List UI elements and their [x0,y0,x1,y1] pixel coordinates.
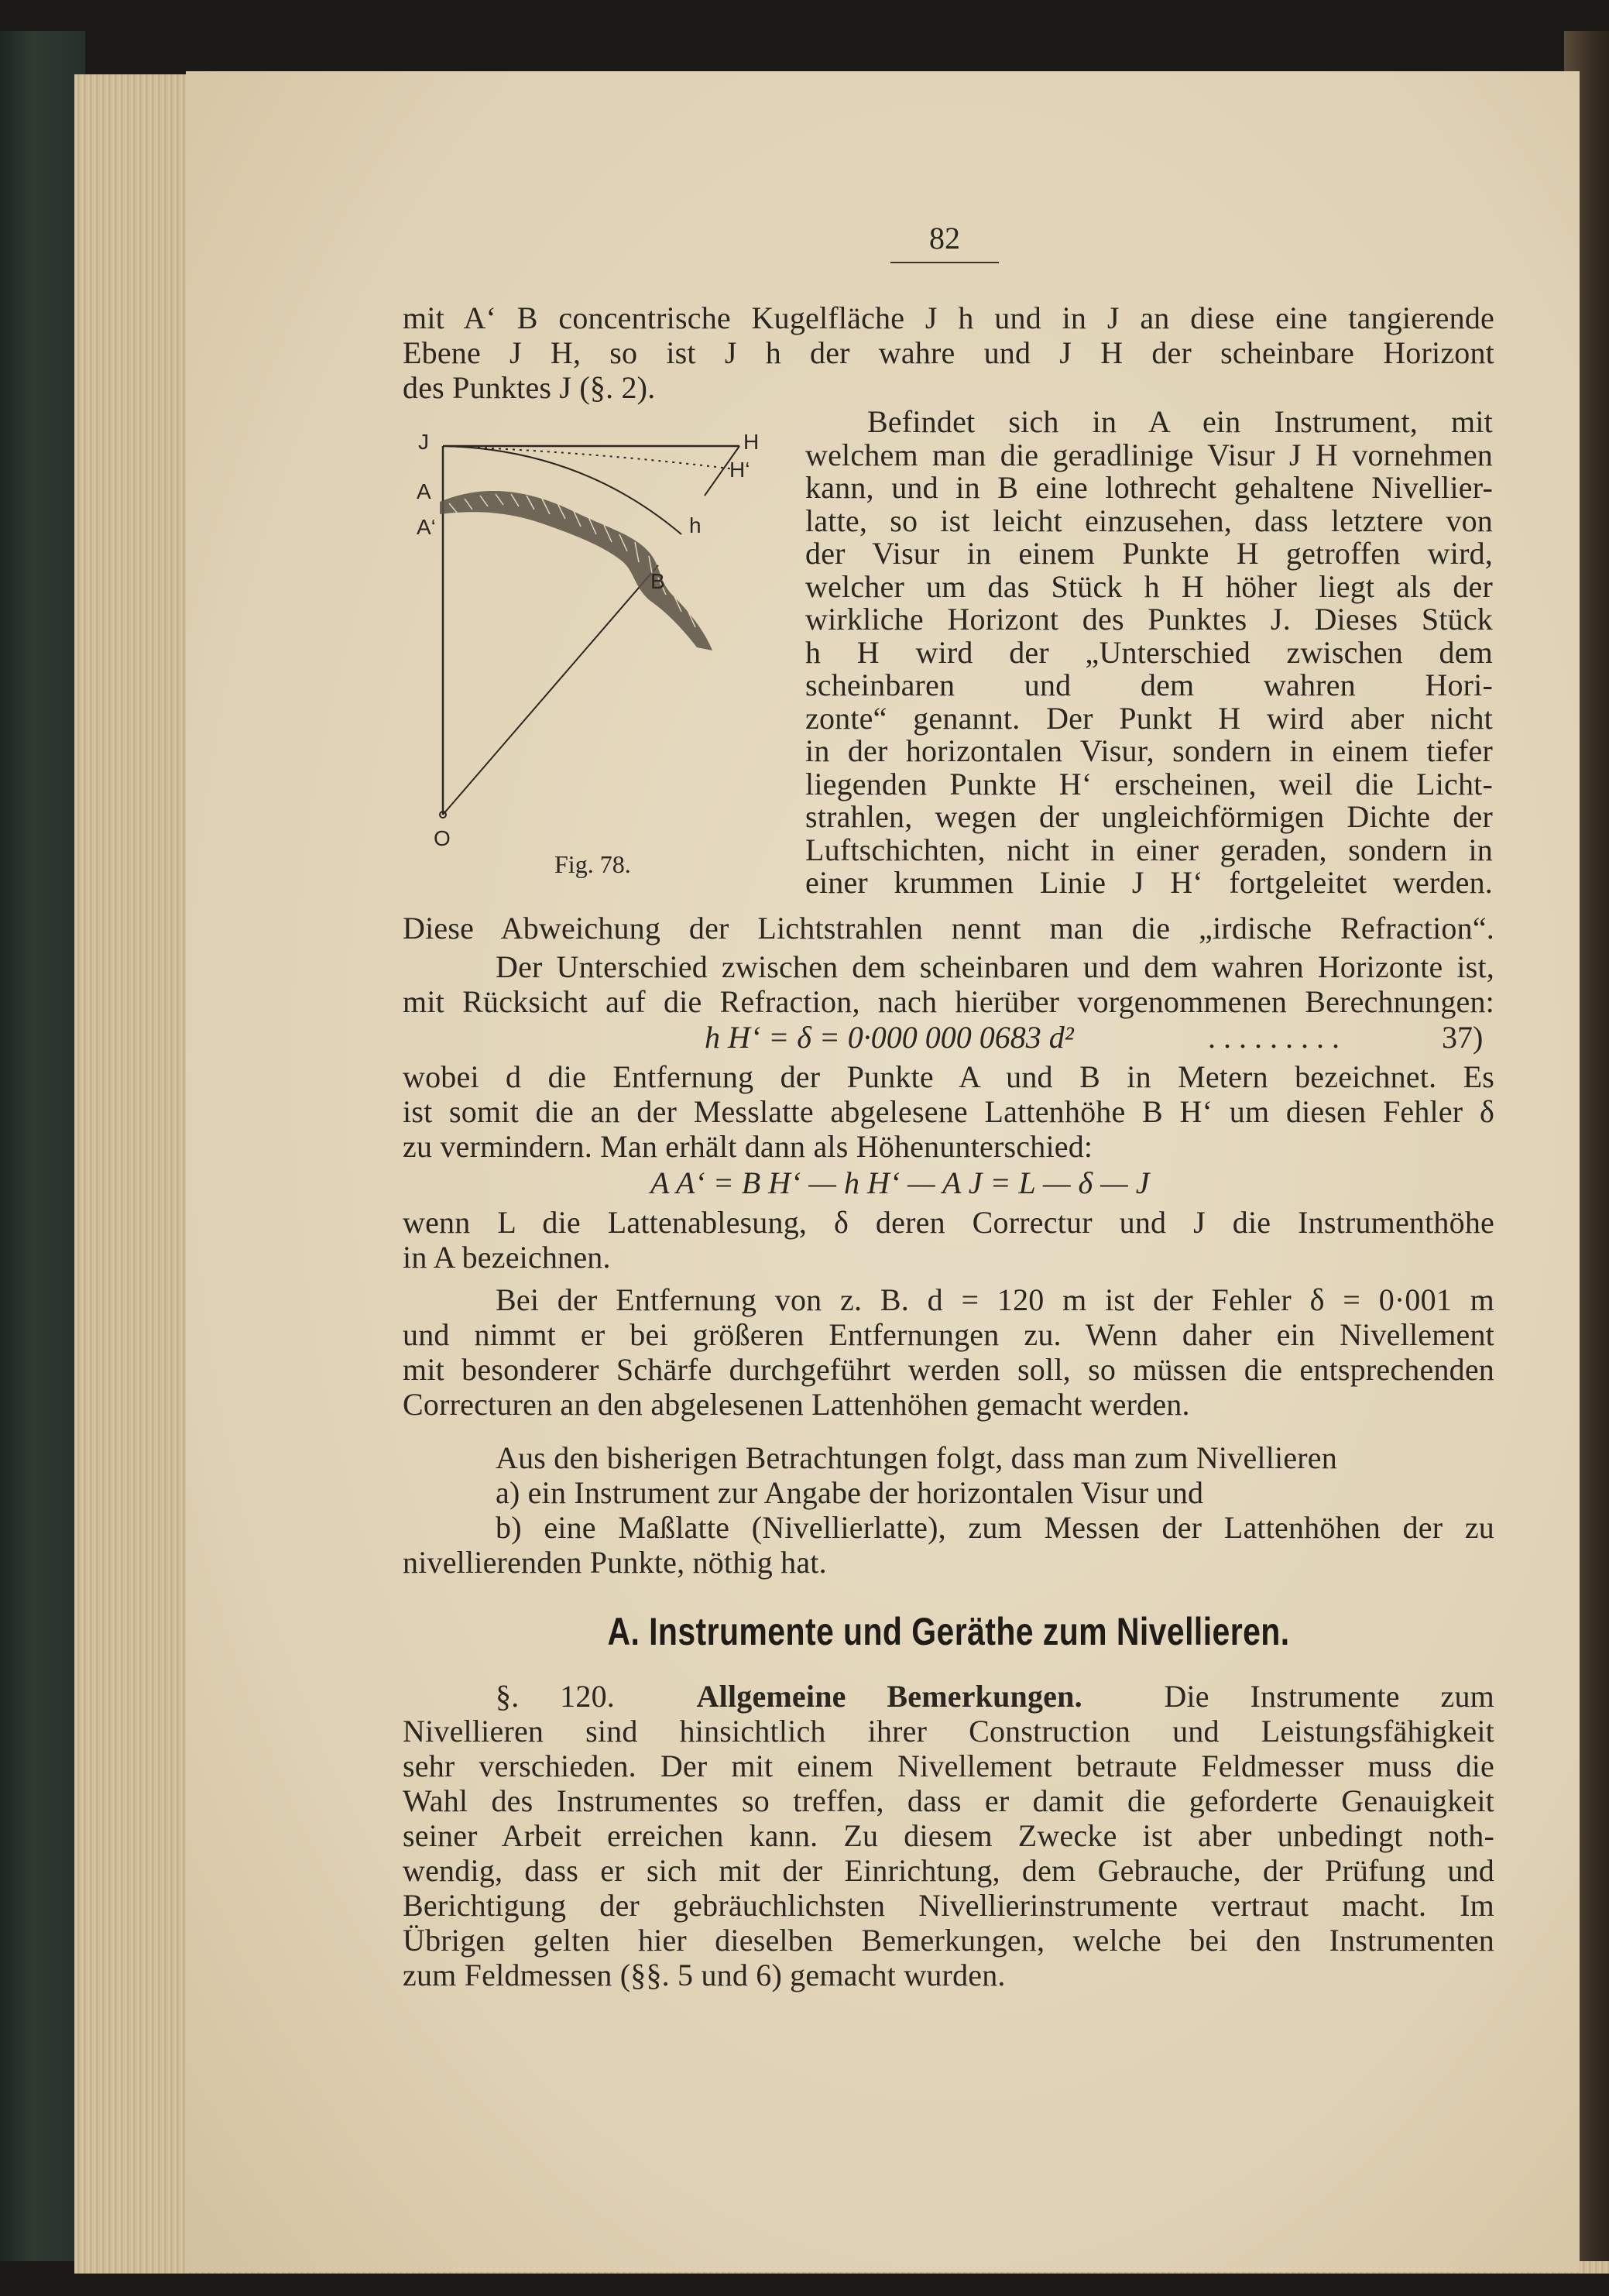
side-line-2: welchem man die geradlinige Visur J H vornehmen [805,437,1493,472]
wenn-paragraph [403,1205,1494,1275]
label-A-prime: A‘ [417,515,436,539]
section-120-first-line [403,1679,1494,1714]
label-A: A [417,479,431,503]
section-120-line-7: Übrigen gelten hier dieselben Bemerkungen, welche bei den Instrumenten [403,1923,1494,1958]
side-line-10: zonte“ genannt. Der Punkt H wird aber nicht [805,700,1493,736]
label-J: J [418,430,429,454]
section-120-first-line-rest: Die Instrumente zum [1164,1679,1494,1714]
section-120-line-2: sehr verschieden. Der mit einem Nivellement betraute Feldmesser muss die [403,1749,1494,1783]
side-line-4: latte, so ist leicht einzusehen, dass letztere von [805,503,1493,538]
formula-37-number: 37) [1442,1020,1484,1055]
intro-line-2: Ebene J H, so ist J h der wahre und J H der scheinbare Horizont [403,335,1494,370]
intro-line-3: des Punktes J (§. 2). [403,370,656,405]
difference-line-2: mit Rücksicht auf die Refraction, nach hierüber vorgenommenen Berechnungen: [403,984,1494,1019]
label-H: H [743,430,760,454]
entfernung-line-3: mit besonderer Schärfe durchgeführt werden soll, so müssen die entsprechenden [403,1352,1494,1387]
section-120-line-5: wendig, dass er sich mit der Einrichtung, dem Gebrauche, der Prüfung und [403,1853,1494,1888]
label-O: O [434,826,451,850]
formula-37-expression: h H‘ = δ = 0·000 000 0683 d² [705,1020,1074,1055]
side-line-15: einer krummen Linie J H‘ fortgeleitet werden. [805,865,1493,900]
wobei-paragraph [403,1059,1494,1164]
wobei-line-1: wobei d die Entfernung der Punkte A und B in Metern bezeichnet. Es [403,1059,1494,1094]
formula-height-difference: A A‘ = B H‘ — h H‘ — A J = L — δ — J [650,1165,1150,1200]
entfernung-line-2: und nimmt er bei größeren Entfernungen zu. Wenn daher ein Nivellement [403,1317,1494,1352]
side-line-11: in der horizontalen Visur, sondern in einem tiefer [805,733,1493,768]
wobei-line-2: ist somit die an der Messlatte abgelesene Lattenhöhe B H‘ um diesen Fehler δ [403,1094,1494,1129]
aus-line-1: Aus den bisherigen Betrachtungen folgt, dass man zum Nivellieren [496,1440,1337,1475]
label-H-prime: H‘ [729,458,750,482]
side-line-6: welcher um das Stück h H höher liegt als der [805,568,1493,604]
label-h: h [689,513,702,537]
label-B: B [650,569,665,593]
section-120-number: §. 120. [496,1679,615,1714]
page-number-rule [890,262,999,263]
side-line-3: kann, und in B eine lothrecht gehaltene Nivellier- [805,470,1493,505]
section-120-line-3: Wahl des Instrumentes so treffen, dass er damit die geforderte Genauigkeit [403,1783,1494,1818]
radius-line [443,565,658,815]
aus-line-b: b) eine Maßlatte (Nivellierlatte), zum Messen der Lattenhöhen der zu [496,1510,1494,1545]
formula-37-leader: . . . . . . . . . [1208,1020,1340,1055]
refraction-line: Diese Abweichung der Lichtstrahlen nennt man die „irdische Refraction“. [403,911,1494,946]
side-line-1: Befindet sich in A ein Instrument, mit [867,404,1493,439]
wobei-line-3: zu vermindern. Man erhält dann als Höhenunterschied: [403,1129,1093,1164]
aus-paragraph [403,1440,1494,1580]
page-number: 82 [929,221,960,256]
section-120-line-6: Berichtigung der gebräuchlichsten Nivellierinstrumente vertraut macht. Im [403,1888,1494,1923]
side-paragraph [805,406,1493,900]
section-120-line-4: seiner Arbeit erreichen kann. Zu diesem Zwecke ist aber unbedingt noth- [403,1818,1494,1853]
wenn-line-2: in A bezeichnen. [403,1240,611,1275]
side-line-14: Luftschichten, nicht in einer geraden, sondern in [805,832,1493,867]
figure-78-diagram [403,418,790,898]
side-line-12: liegenden Punkte H‘ erscheinen, weil die Licht- [805,766,1493,801]
section-120-paragraph [403,1679,1494,1992]
section-120-line-1: Nivellieren sind hinsichtlich ihrer Construction und Leistungsfähigkeit [403,1714,1494,1749]
figure-caption: Fig. 78. [554,850,631,878]
formula-37 [705,1019,1074,1055]
difference-line-1: Der Unterschied zwischen dem scheinbaren und dem wahren Horizonte ist, [496,949,1494,984]
entfernung-line-1: Bei der Entfernung von z. B. d = 120 m ist der Fehler δ = 0·001 m [496,1282,1494,1317]
aus-line-4: nivellierenden Punkte, nöthig hat. [403,1545,827,1580]
section-120-line-8: zum Feldmessen (§§. 5 und 6) gemacht wurden. [403,1958,1006,1992]
section-heading: A. Instrumente und Geräthe zum Nivellieren. [607,1610,1290,1653]
aus-line-a: a) ein Instrument zur Angabe der horizontalen Visur und [496,1475,1204,1510]
entfernung-paragraph [403,1282,1494,1422]
entfernung-line-4: Correcturen an den abgelesenen Lattenhöhen gemacht werden. [403,1387,1190,1422]
side-line-7: wirkliche Horizont des Punktes J. Dieses Stück [805,602,1493,637]
book-binding-left [0,31,85,2261]
intro-paragraph [403,300,1494,405]
wenn-line-1: wenn L die Lattenablesung, δ deren Correctur und J die Instrumenthöhe [403,1205,1494,1240]
intro-line-1: mit A‘ B concentrische Kugelfläche J h und in J an diese eine tangierende [403,300,1494,335]
side-line-5: der Visur in einem Punkte H getroffen wird, [805,536,1493,571]
section-120-title: Allgemeine Bemerkungen. [696,1679,1082,1714]
side-line-8: h H wird der „Unterschied zwischen dem [805,634,1493,670]
refraction-paragraph [403,911,1494,946]
side-line-9: scheinbaren und dem wahren Hori- [805,668,1493,702]
difference-paragraph [403,949,1494,1019]
side-line-13: strahlen, wegen der ungleichförmigen Dichte der [805,799,1493,834]
terrain-section [440,491,712,650]
